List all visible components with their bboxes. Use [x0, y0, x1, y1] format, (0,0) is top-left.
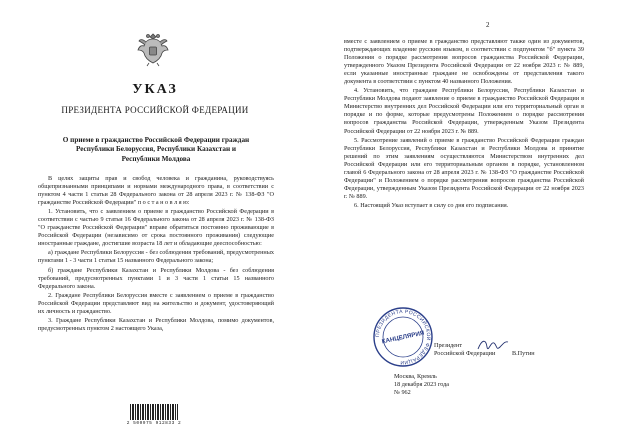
signatory-title: Президент [434, 342, 463, 349]
decree-subject [40, 136, 272, 164]
stamp-ring-text: ПРЕЗИДЕНТА РОССИЙСКОЙ ФЕДЕРАЦИИ [374, 308, 432, 366]
paragraph-3: 3. Граждане Республики Казахстан и Республики Молдова, помимо документов, предусмотренных пунктом 2 настоящего Указа, [38, 316, 274, 332]
place-date-block [394, 373, 449, 397]
barcode [130, 404, 178, 420]
decree-body-page-1 [38, 175, 274, 334]
stamp-center-text: КАНЦЕЛЯРИЯ [381, 329, 425, 346]
issuer-title: ПРЕЗИДЕНТА РОССИЙСКОЙ ФЕДЕРАЦИИ [61, 105, 249, 115]
paragraph-6: 6. Настоящий Указ вступает в силу со дня его подписания. [354, 201, 509, 209]
barcode-digits: 2 500975 912833 2 [126, 421, 182, 426]
subject-line: Республики Молдова [121, 154, 191, 163]
decree-body-page-2 [344, 38, 584, 211]
subject-line: О приеме в гражданство Российской Федерации граждан [62, 136, 250, 144]
coat-of-arms-icon [136, 30, 170, 68]
signatory-org: Российской Федерации [434, 350, 496, 357]
signing-place: Москва, Кремль [394, 373, 437, 380]
office-stamp [372, 306, 434, 368]
page-2 [310, 0, 620, 438]
paragraph-2: 2. Граждане Республики Белоруссия вместе с заявлением о приеме в гражданство Российской Федерации представляют вид на жительство и документ, удостоверяющий их личность и гражданство. [38, 291, 274, 315]
decree-number: № 962 [394, 389, 411, 396]
paragraph-1: 1. Установить, что с заявлением о приеме в гражданство Российской Федерации в соответствии с частью 9 статьи 16 Федерального закона от 28 апреля 2023 г. № 138-ФЗ "О гражданстве Российской Федерации" вправе обратиться постоянно проживающие в Российской Федерации (независимо от срока постоянного проживания) следующие иностранные граждане, достигшие возраста 18 лет и обладающие дееспособностью: [38, 208, 274, 248]
paragraph-preamble: В целях защиты прав и свобод человека и гражданина, руководствуясь общепризнанными принципами и нормами международного права, в соответствии с пунктом 4 части 1 статьи 28 Федерального закона от 28 апреля 2023 г. № 138-ФЗ "О гражданстве Российской Федерации" п о с т а н о в л я ю: [38, 175, 274, 207]
paragraph-5: 5. Рассмотрение заявлений о приеме в гражданство Российской Федерации граждан Республики Белоруссия, Республики Казахстан и Республики Молдова и принятие решений по этим заявлениям осуществляются Министерством внутренних дел Российской Федерации или его территориальным органом в порядке, установленном главой 6 Федерального закона от 28 апреля 2023 г. № 138-ФЗ "О гражданстве Российской Федерации" и Положением о порядке рассмотрения вопросов гражданства Российской Федерации, утвержденным Указом Президента Российской Федерации от 22 ноября 2023 г. № 889. [344, 136, 584, 200]
paragraph-1b: б) граждане Республики Казахстан и Республики Молдова - без соблюдения требований, предусмотренных пунктами 1 и 3 части 1 статьи 15 названного Федерального закона. [38, 266, 274, 290]
subject-line: Республики Белоруссия, Республики Казахстан и [75, 145, 237, 154]
signatory-name: В.Путин [512, 350, 535, 357]
paragraph-1a: а) граждане Республики Белоруссия - без соблюдения требований, предусмотренных пунктами 1 - 3 части 1 статьи 15 названного Федерального закона; [38, 249, 274, 265]
paragraph-3-continuation: вместе с заявлением о приеме в гражданство представляют также один из документов, подтверждающих владение русским языком, в соответствии с подпунктом "б" пункта 39 Положения о порядке рассмотрения вопросов гражданства Российской Федерации, утвержденного Указом Президента Российской Федерации от 22 ноября 2023 г. № 889, если указанные иностранные граждане не освобождены от представления такого документа в соответствии с пунктом 40 названного Положения. [344, 38, 584, 86]
page-number: 2 [486, 21, 490, 29]
signing-date: 18 декабря 2023 года [394, 381, 450, 388]
paragraph-4: 4. Установить, что граждане Республики Белоруссия, Республики Казахстан и Республики Молдова подают заявление о приеме в гражданство Российской Федерации в Министерство внутренних дел Российской Федерации или его территориальный орган в порядке и по форме, которые предусмотрены Положением о порядке рассмотрения вопросов гражданства Российской Федерации, утвержденным Указом Президента Российской Федерации от 22 ноября 2023 г. № 889. [344, 87, 584, 135]
document-type-title: УКАЗ [132, 82, 178, 97]
signatory-title-block [434, 342, 495, 358]
